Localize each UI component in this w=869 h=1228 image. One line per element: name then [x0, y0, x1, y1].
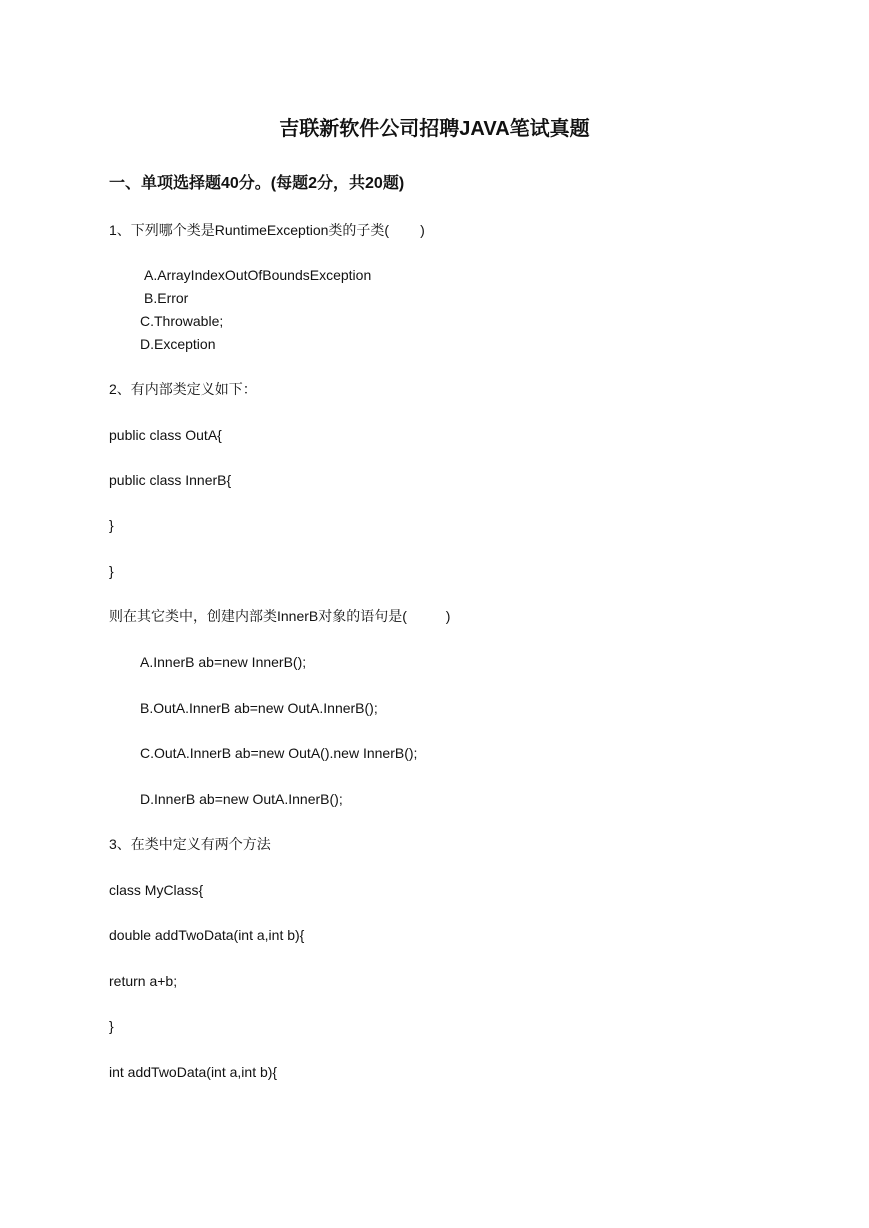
- code-line: double addTwoData(int a,int b){: [109, 927, 305, 943]
- code-line: }: [109, 1018, 114, 1034]
- question-2-option-a: A.InnerB ab=new InnerB();: [140, 654, 307, 670]
- question-1-stem: 1、下列哪个类是RuntimeException类的子类( ): [109, 222, 425, 238]
- question-3-stem: 3、在类中定义有两个方法: [109, 836, 271, 852]
- question-2-ask: 则在其它类中，创建内部类InnerB对象的语句是( ): [109, 608, 451, 624]
- code-line: public class OutA{: [109, 427, 222, 443]
- question-1-option-b: B.Error: [144, 290, 189, 306]
- page-title: 吉联新软件公司招聘JAVA笔试真题: [279, 118, 590, 140]
- code-line: int addTwoData(int a,int b){: [109, 1064, 278, 1080]
- question-2-stem: 2、有内部类定义如下：: [109, 381, 257, 397]
- code-line: class MyClass{: [109, 882, 204, 898]
- question-2-option-c: C.OutA.InnerB ab=new OutA().new InnerB();: [140, 745, 418, 761]
- code-line: return a+b;: [109, 973, 178, 989]
- question-2-option-d: D.InnerB ab=new OutA.InnerB();: [140, 791, 343, 807]
- section-heading: 一、单项选择题40分。(每题2分，共20题): [109, 175, 405, 192]
- question-1-option-a: A.ArrayIndexOutOfBoundsException: [144, 267, 372, 283]
- code-line: }: [109, 517, 114, 533]
- question-2-option-b: B.OutA.InnerB ab=new OutA.InnerB();: [140, 700, 378, 716]
- code-line: }: [109, 563, 114, 579]
- code-line: public class InnerB{: [109, 472, 232, 488]
- question-1-option-d: D.Exception: [140, 336, 216, 352]
- question-1-option-c: C.Throwable;: [140, 313, 224, 329]
